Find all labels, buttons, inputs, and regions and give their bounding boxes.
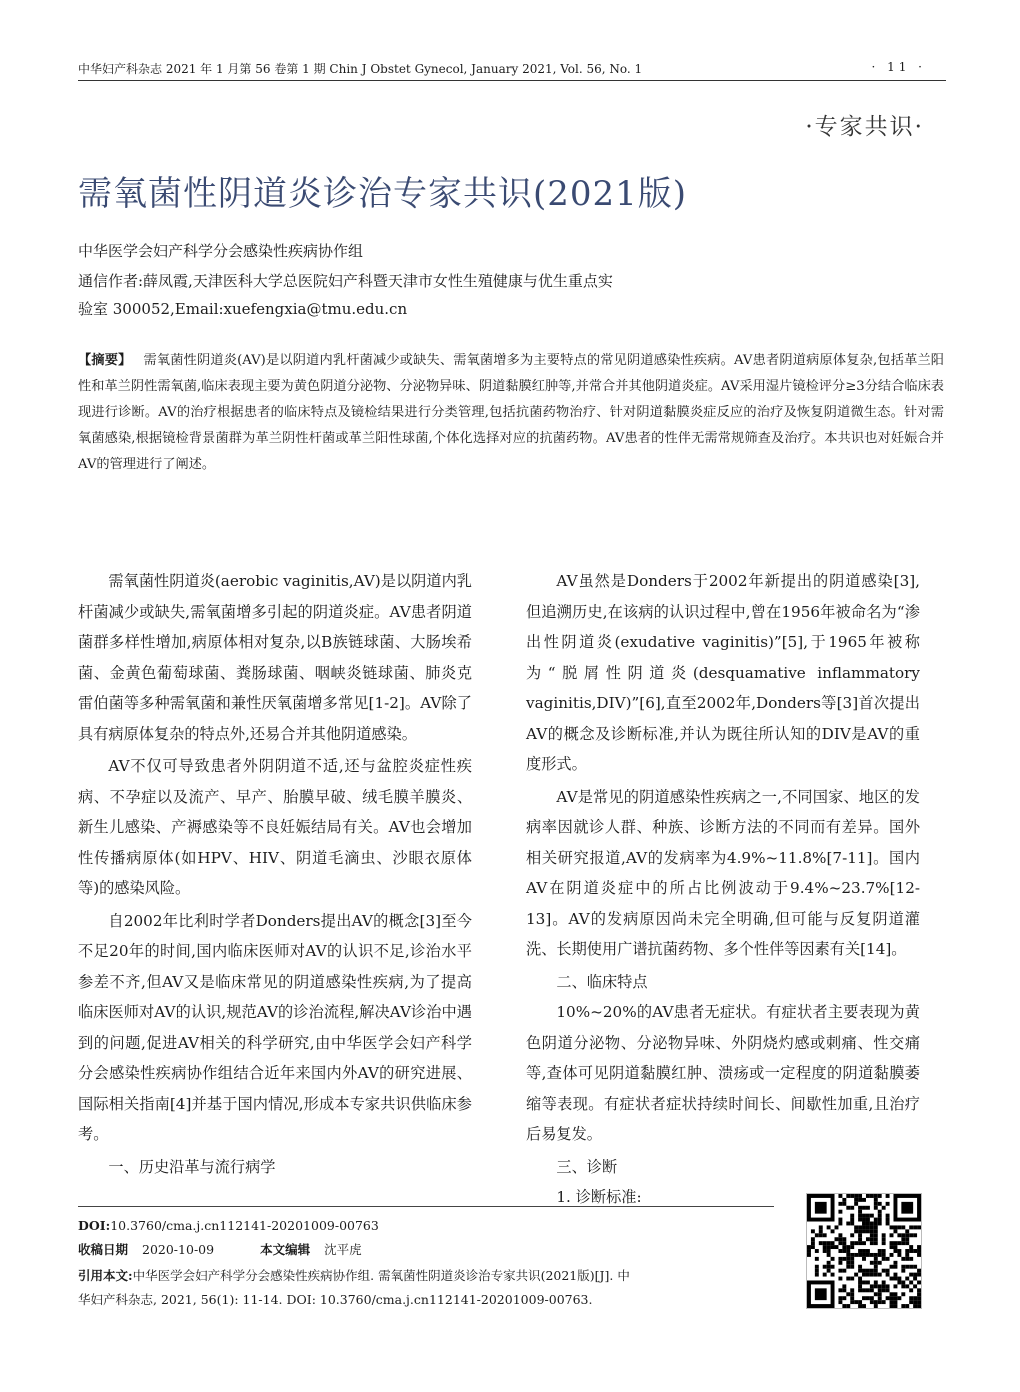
cite-label: 引用本文: (78, 1268, 133, 1283)
body-column-left (78, 566, 472, 1182)
corresponding-author-line2: 验室 300052,Email:xuefengxia@tmu.edu.cn (78, 300, 408, 318)
footer-divider (78, 1206, 774, 1207)
section-heading: 三、诊断 (556, 1157, 618, 1176)
subsection-heading: 1. 诊断标准: (556, 1188, 642, 1206)
editor-label: 本文编辑 (260, 1242, 311, 1257)
paragraph: AV不仅可导致患者外阴阴道不适,还与盆腔炎症性疾病、不孕症以及流产、早产、胎膜早破、绒毛膜羊膜炎、新生儿感染、产褥感染等不良妊娠结局有关。AV也会增加性传播病原体(如HPV、HIV、阴道毛滴虫、沙眼衣原体等)的感染风险。 (78, 757, 472, 897)
section-tag: ·专家共识· (805, 114, 924, 140)
corresponding-author-line1: 通信作者:薛凤霞,天津医科大学总医院妇产科暨天津市女性生殖健康与优生重点实 (78, 272, 613, 290)
author-group: 中华医学会妇产科学分会感染性疾病协作组 (78, 242, 364, 260)
doi-label: DOI: (78, 1218, 111, 1233)
body-column-right (526, 566, 920, 1213)
paragraph: AV虽然是Donders于2002年新提出的阴道感染[3],但追溯历史,在该病的认识过程中,曾在1956年被命名为“渗出性阴道炎(exudative vaginitis)”[5],于1965年被称为“脱屑性阴道炎(desquamative inflammatory vaginitis,DIV)”[6],直至2002年,Donders等[3]首次提出AV的概念及诊断标准,并认为既往所认知的DIV是AV的重度形式。 (526, 572, 920, 773)
doi-line (78, 1214, 798, 1238)
paragraph: 自2002年比利时学者Donders提出AV的概念[3]至今不足20年的时间,国内临床医师对AV的认识不足,诊治水平参差不齐,但AV又是临床常见的阴道感染性疾病,为了提高临床医师对AV的认识,规范AV的诊治流程,解决AV诊治中遇到的问题,促进AV相关的科学研究,由中华医学会妇产科学分会感染性疾病协作组结合近年来国内外AV的研究进展、国际相关指南[4]并基于国内情况,形成本专家共识供临床参考。 (78, 911, 472, 1143)
received-line (78, 1238, 798, 1262)
paragraph: AV是常见的阴道感染性疾病之一,不同国家、地区的发病率因就诊人群、种族、诊断方法的不同而有差异。国外相关研究报道,AV的发病率为4.9%~11.8%[7-11]。国内AV在阴道炎症中的所占比例波动于9.4%~23.7%[12-13]。AV的发病原因尚未完全明确,但可能与反复阴道灌洗、长期使用广谱抗菌药物、多个性伴等因素有关[14]。 (526, 787, 920, 958)
page-number: · 11 · (871, 60, 926, 74)
section-heading: 一、历史沿革与流行病学 (108, 1157, 276, 1176)
qr-code-icon (806, 1193, 922, 1309)
qr-code-graphic (807, 1194, 921, 1308)
abstract-label: 【摘要】 (78, 353, 132, 368)
running-header (78, 58, 946, 81)
abstract-text: 需氧菌性阴道炎(AV)是以阴道内乳杆菌减少或缺失、需氧菌增多为主要特点的常见阴道感染性疾病。AV患者阴道病原体复杂,包括革兰阳性和革兰阴性需氧菌,临床表现主要为黄色阴道分泌物、分泌物异味、阴道黏膜红肿等,并常合并其他阴道炎症。AV采用湿片镜检评分≥3分结合临床表现进行诊断。AV的治疗根据患者的临床特点及镜检结果进行分类管理,包括抗菌药物治疗、针对阴道黏膜炎症反应的治疗及恢复阴道微生态。针对需氧菌感染,根据镜检背景菌群为革兰阴性杆菌或革兰阳性球菌,个体化选择对应的抗菌药物。AV患者的性伴无需常规筛查及治疗。本共识也对妊娠合并AV的管理进行了阐述。 (78, 353, 944, 472)
received-date: 2020-10-09 (142, 1242, 215, 1257)
received-label: 收稿日期 (78, 1242, 129, 1257)
section-heading: 二、临床特点 (556, 972, 648, 991)
article-title: 需氧菌性阴道炎诊治专家共识(2021版) (78, 174, 688, 214)
cite-text-1: 中华医学会妇产科学分会感染性疾病协作组. 需氧菌性阴道炎诊治专家共识(2021版)[J]. 中 (132, 1268, 630, 1283)
citation-line2: 华妇产科杂志, 2021, 56(1): 11-14. DOI: 10.3760/cma.j.cn112141-20201009-00763. (78, 1292, 593, 1307)
journal-citation-header: 中华妇产科杂志 2021 年 1 月第 56 卷第 1 期 Chin J Obstet Gynecol, January 2021, Vol. 56, No. 1 (78, 62, 643, 76)
abstract (78, 348, 944, 478)
doi-link[interactable]: 10.3760/cma.j.cn112141-20201009-00763 (110, 1218, 379, 1233)
paragraph: 10%~20%的AV患者无症状。有症状者主要表现为黄色阴道分泌物、分泌物异味、外阴烧灼感或刺痛、性交痛等,查体可见阴道黏膜红肿、溃疡或一定程度的阴道黏膜萎缩等表现。有症状者症状持续时间长、间歇性加重,且治疗后易复发。 (526, 1003, 920, 1143)
citation-line1 (78, 1264, 798, 1288)
editor-name: 沈平虎 (324, 1242, 362, 1257)
paragraph: 需氧菌性阴道炎(aerobic vaginitis,AV)是以阴道内乳杆菌减少或缺失,需氧菌增多引起的阴道炎症。AV患者阴道菌群多样性增加,病原体相对复杂,以B族链球菌、大肠埃希菌、金黄色葡萄球菌、粪肠球菌、咽峡炎链球菌、肺炎克雷伯菌等多种需氧菌和兼性厌氧菌增多常见[1-2]。AV除了具有病原体复杂的特点外,还易合并其他阴道感染。 (78, 572, 472, 743)
